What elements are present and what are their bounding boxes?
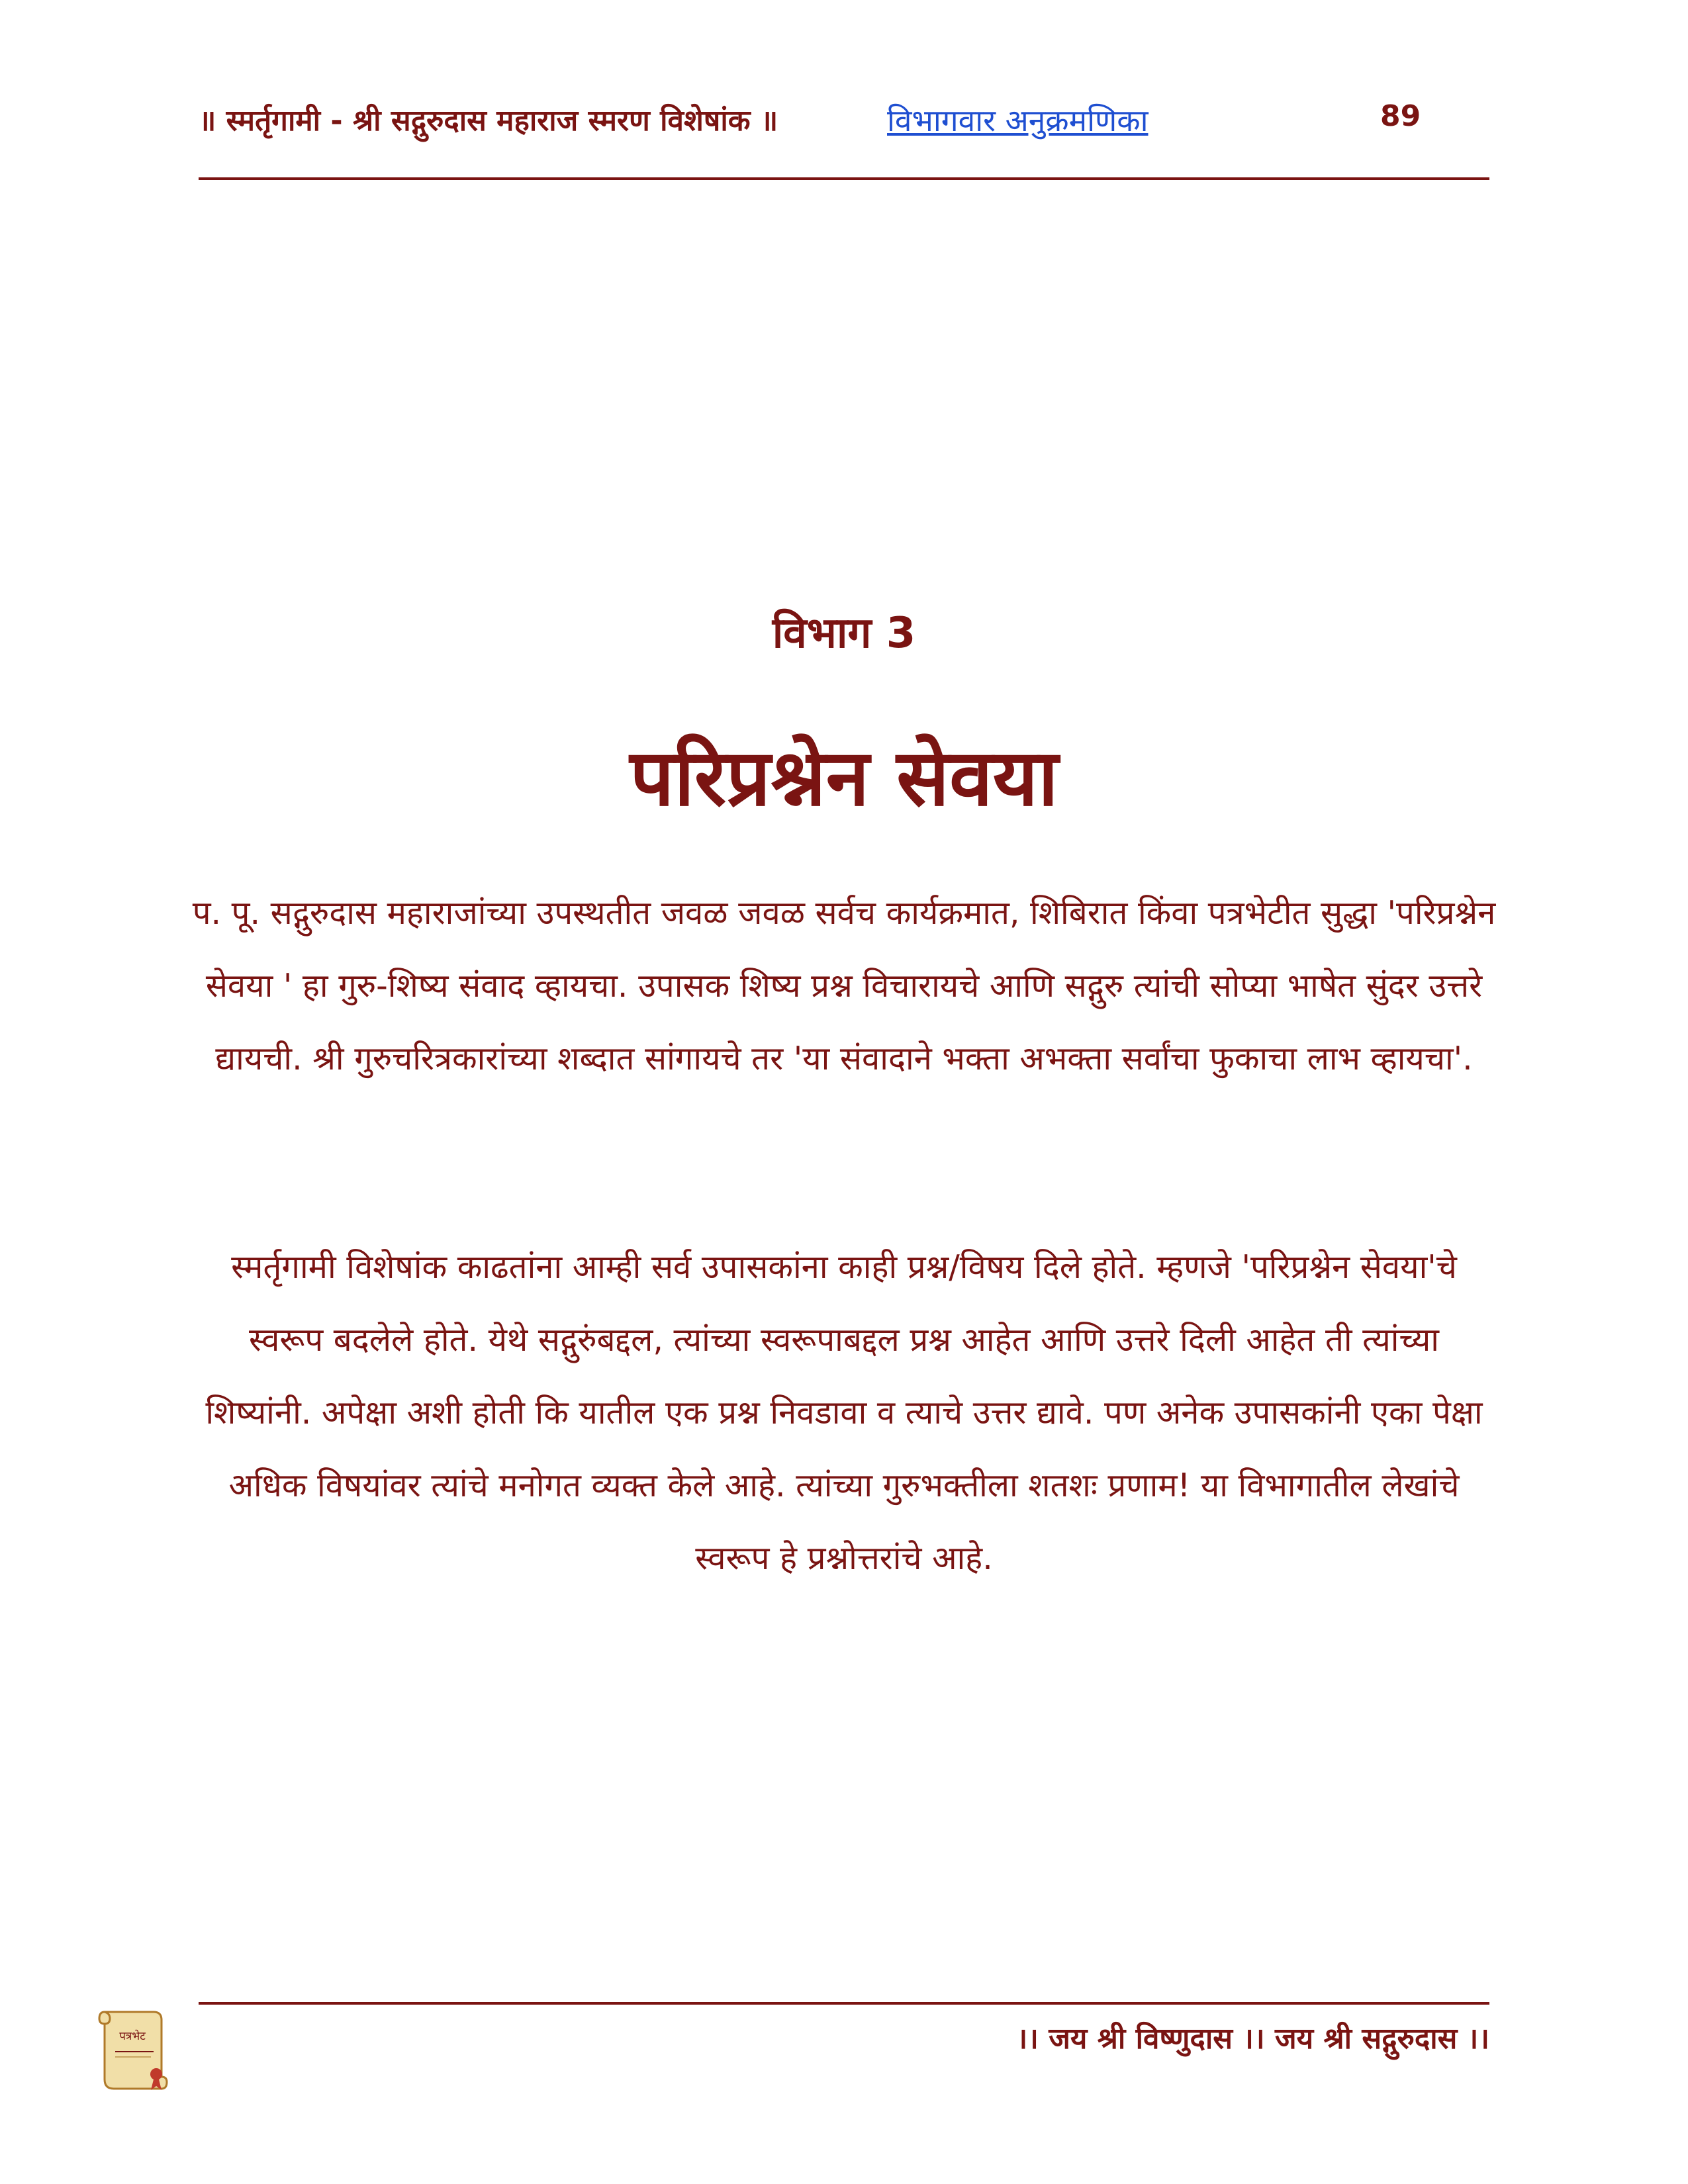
header-title: ॥ स्मर्तृगामी - श्री सद्गुरुदास महाराज स्मरण विशेषांक ॥ <box>199 104 778 138</box>
header-divider <box>199 177 1489 180</box>
footer-text: ।। जय श्री विष्णुदास ।। जय श्री सद्गुरुदास ।। <box>1016 2022 1489 2056</box>
description-paragraph: स्मर्तृगामी विशेषांक काढतांना आम्ही सर्व उपासकांना काही प्रश्न/विषय दिले होते. म्हणजे 'परिप्रश्नेन सेवया'चे स्वरूप बदलेले होते. येथे सद्गुरुंबद्दल, त्यांच्या स्वरूपाबद्दल प्रश्न आहेत आणि उत्तरे दिली आहेत ती त्यांच्या शिष्यांनी. अपेक्षा अशी होती कि यातील एक प्रश्न निवडावा व त्याचे उत्तर द्यावे. पण अनेक उपासकांनी एका पेक्षा अधिक विषयांवर त्यांचे मनोगत व्यक्त केले आहे. त्यांच्या गुरुभक्तीला शतशः प्रणाम! या विभागातील लेखांचे स्वरूप हे प्रश्नोत्तरांचे आहे. <box>205 1248 1483 1577</box>
scroll-logo-icon <box>93 2005 172 2098</box>
intro-paragraph: प. पू. सद्गुरुदास महाराजांच्या उपस्थतीत जवळ जवळ सर्वच कार्यक्रमात, शिबिरात किंवा पत्रभेटीत सुद्धा 'परिप्रश्नेन सेवया ' हा गुरु-शिष्य संवाद व्हायचा. उपासक शिष्य प्रश्न विचारायचे आणि सद्गुरु त्यांची सोप्या भाषेत सुंदर उत्तरे द्यायची. श्री गुरुचरित्रकारांच्या शब्दात सांगायचे तर 'या संवादाने भक्ता अभक्ता सर्वांचा फुकाचा लाभ व्हायचा'. <box>192 894 1496 1077</box>
logo-text: पत्रभेट <box>119 2030 146 2043</box>
section-index-link[interactable]: विभागवार अनुक्रमणिका <box>887 103 1149 138</box>
footer-divider <box>199 2002 1489 2005</box>
section-label: विभाग 3 <box>772 609 916 658</box>
section-title: परिप्रश्नेन सेवया <box>630 732 1058 823</box>
page-number: 89 <box>1380 99 1421 133</box>
